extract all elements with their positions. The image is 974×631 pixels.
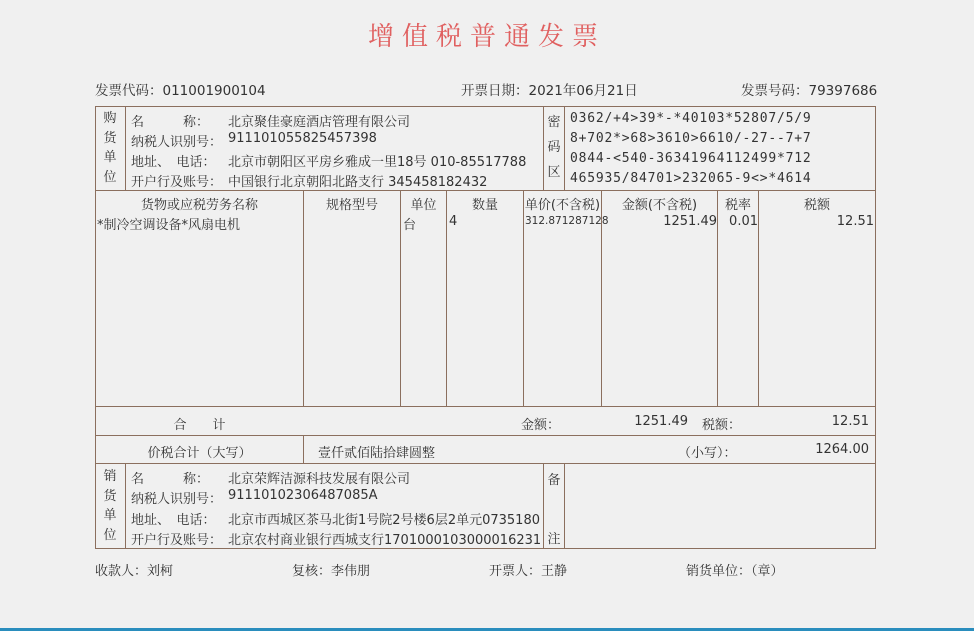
item-amount: 1251.49 bbox=[663, 214, 717, 229]
grand-total-lower-label: （小写）： bbox=[678, 446, 737, 461]
grand-total-upper: 壹仟贰佰陆拾肆圆整 bbox=[318, 446, 436, 461]
grand-total-label: 价税合计（大写） bbox=[147, 446, 252, 461]
buyer-taxid-label: 纳税人识别号： bbox=[131, 135, 223, 150]
seller-bank-account: 北京农村商业银行西城支行1701000103000016231 bbox=[228, 533, 542, 548]
buyer-bank-label: 开户行及账号： bbox=[131, 175, 223, 190]
remarks-label-top: 备 bbox=[547, 473, 561, 488]
grand-total-lower: 1264.00 bbox=[815, 442, 869, 457]
totals-tax-label: 税额： bbox=[702, 418, 742, 433]
seller-bank-label: 开户行及账号： bbox=[131, 533, 223, 548]
buyer-address-phone: 北京市朝阳区平房乡雅成一里18号 010-85517788 bbox=[228, 155, 527, 170]
item-name: *制冷空调设备*风扇电机 bbox=[97, 218, 241, 233]
seller-taxid-label: 纳税人识别号： bbox=[131, 492, 223, 507]
item-unit: 台 bbox=[403, 218, 417, 233]
seller-name-label: 名 称： bbox=[131, 472, 210, 487]
buyer-bank-account: 中国银行北京朝阳北路支行 345458182432 bbox=[228, 175, 488, 190]
item-price: 312.871287128 bbox=[525, 215, 609, 227]
col-header-name: 货物或应税劳务名称 bbox=[140, 198, 258, 213]
invoice-code: 发票代码：011001900104 bbox=[95, 83, 266, 99]
col-header-rate: 税率 bbox=[724, 198, 751, 213]
buyer-taxid: 911101055825457398 bbox=[228, 131, 377, 146]
seller-address-label: 地址、 电话： bbox=[131, 513, 216, 528]
invoice-date: 开票日期：2021年06月21日 bbox=[461, 83, 638, 99]
totals-amount: 1251.49 bbox=[634, 414, 688, 429]
footer-payee: 收款人：刘柯 bbox=[95, 564, 174, 579]
footer-seller-seal: 销货单位：（章） bbox=[686, 564, 784, 579]
col-header-unit: 单位 bbox=[410, 198, 437, 213]
buyer-side-label: 购 货 单 位 bbox=[103, 111, 117, 185]
footer-reviewer: 复核：李伟朋 bbox=[292, 564, 371, 579]
remarks-label-bottom: 注 bbox=[547, 532, 561, 547]
item-qty: 4 bbox=[449, 214, 458, 229]
item-tax: 12.51 bbox=[836, 214, 874, 229]
col-header-qty: 数量 bbox=[471, 198, 498, 213]
cipher-line: 8+702*>68>3610>6610/-27--7+7 bbox=[570, 131, 812, 146]
buyer-name: 北京聚佳豪庭酒店管理有限公司 bbox=[228, 115, 411, 130]
cipher-line: 0844-<540-36341964112499*712 bbox=[570, 151, 812, 166]
invoice-title: 增值税普通发票 bbox=[367, 22, 606, 52]
totals-amount-label: 金额： bbox=[521, 418, 561, 433]
seller-taxid: 91110102306487085A bbox=[228, 488, 378, 503]
seller-address-phone: 北京市西城区茶马北街1号院2号楼6层2单元0735180 bbox=[228, 513, 540, 528]
buyer-address-label: 地址、 电话： bbox=[131, 155, 216, 170]
totals-tax: 12.51 bbox=[831, 414, 869, 429]
buyer-name-label: 名 称： bbox=[131, 115, 210, 130]
seller-name: 北京荣辉洁源科技发展有限公司 bbox=[228, 472, 411, 487]
cipher-side-label: 密 码 区 bbox=[547, 115, 561, 180]
totals-label: 合 计 bbox=[173, 418, 226, 433]
seller-side-label: 销 货 单 位 bbox=[103, 469, 117, 543]
col-header-amount: 金额(不含税) bbox=[621, 198, 698, 213]
col-header-price: 单价(不含税) bbox=[524, 198, 601, 213]
invoice-number: 发票号码：79397686 bbox=[741, 83, 878, 99]
item-rate: 0.01 bbox=[729, 214, 758, 229]
col-header-tax: 税额 bbox=[803, 198, 830, 213]
cipher-line: 0362/+4>39*-*40103*52807/5/9 bbox=[570, 111, 812, 126]
col-header-spec: 规格型号 bbox=[325, 198, 378, 213]
cipher-line: 465935/84701>232065-9<>*4614 bbox=[570, 171, 812, 186]
footer-issuer: 开票人：王静 bbox=[489, 564, 568, 579]
